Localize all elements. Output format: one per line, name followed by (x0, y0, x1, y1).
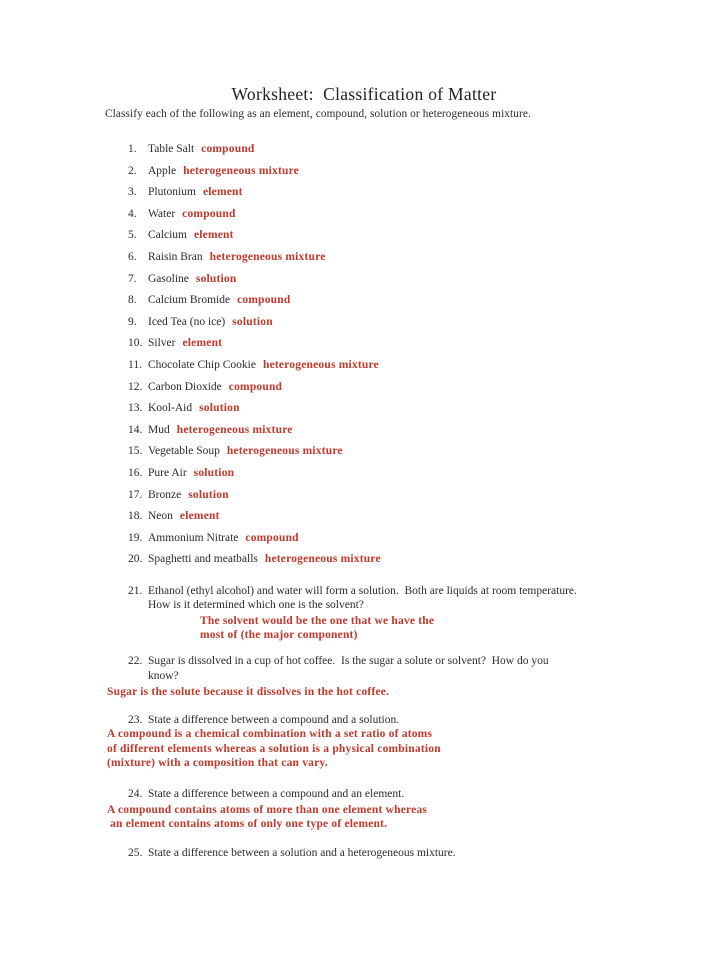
instructions-text: Classify each of the following as an element, compound, solution or heterogeneous mixture. (105, 108, 531, 120)
item-answer: heterogeneous mixture (209, 250, 326, 263)
item-label: Plutonium (148, 186, 196, 199)
question-number: 24. (128, 788, 143, 801)
item-number: 9. (128, 315, 137, 328)
list-item (128, 549, 728, 571)
question-line: State a difference between a compound and an element. (148, 788, 405, 801)
question-number: 25. (128, 847, 143, 860)
question-21 (128, 584, 728, 613)
item-label: Calcium Bromide (148, 294, 231, 307)
item-answer: heterogeneous mixture (264, 553, 381, 566)
item-label: Ammonium Nitrate (148, 531, 239, 544)
item-number: 14. (128, 423, 143, 436)
answer-line: The solvent would be the one that we have the (200, 615, 435, 628)
item-label: Apple (148, 164, 177, 177)
question-number: 23. (128, 713, 143, 726)
answer-23 (107, 727, 728, 770)
item-label: Bronze (148, 488, 182, 501)
list-item (128, 247, 728, 269)
question-text (148, 713, 399, 728)
question-23 (128, 713, 728, 728)
answer-line: (mixture) with a composition that can vary. (107, 756, 328, 769)
item-answer: solution (232, 315, 273, 328)
item-answer: solution (195, 272, 237, 285)
list-item (128, 506, 728, 528)
item-answer: solution (199, 402, 240, 415)
list-item (128, 161, 728, 183)
question-line: Sugar is dissolved in a cup of hot coffee. Is the sugar a solute or solvent? How do you (148, 655, 549, 668)
item-label: Silver (148, 337, 176, 350)
answer-line: Sugar is the solute because it dissolves in the hot coffee. (107, 685, 390, 698)
item-number: 10. (128, 337, 143, 350)
item-label: Mud (148, 423, 170, 436)
item-label: Spaghetti and meatballs (148, 553, 258, 566)
page-title: Worksheet: Classification of Matter (231, 84, 497, 104)
item-label: Chocolate Chip Cookie (148, 358, 256, 371)
answer-24 (107, 803, 728, 831)
list-item (128, 377, 728, 399)
item-number: 17. (128, 488, 143, 501)
item-label: Carbon Dioxide (148, 380, 222, 393)
item-label: Gasoline (148, 272, 189, 285)
question-line: know? (148, 670, 179, 683)
item-number: 15. (128, 445, 143, 458)
item-number: 13. (128, 402, 143, 415)
item-number: 8. (128, 294, 137, 307)
item-number: 11. (128, 358, 142, 371)
answer-line: A compound contains atoms of more than one element whereas (107, 803, 428, 816)
answer-line: of different elements whereas a solution is a physical combination (107, 742, 441, 755)
list-item (128, 225, 728, 247)
item-answer: heterogeneous mixture (183, 164, 299, 177)
item-number: 2. (128, 164, 137, 177)
item-answer: heterogeneous mixture (226, 445, 343, 458)
item-answer: solution (188, 488, 229, 501)
item-label: Neon (148, 510, 173, 523)
list-item (128, 182, 728, 204)
question-22 (128, 654, 728, 683)
question-number: 22. (128, 655, 143, 668)
item-number: 1. (128, 143, 137, 155)
item-number: 12. (128, 380, 143, 393)
item-number: 4. (128, 207, 137, 220)
list-item (128, 485, 728, 507)
list-item (128, 312, 728, 334)
list-item (128, 420, 728, 442)
item-answer: element (202, 186, 243, 199)
item-label: Vegetable Soup (148, 445, 220, 458)
item-answer: compound (228, 380, 283, 393)
question-line: State a difference between a compound and a solution. (148, 713, 400, 726)
answer-22 (107, 685, 728, 699)
list-item (128, 463, 728, 485)
list-item (128, 139, 728, 161)
question-text (148, 584, 577, 613)
item-number: 18. (128, 510, 143, 523)
item-answer: element (193, 229, 234, 242)
question-text (148, 787, 404, 802)
question-line: Ethanol (ethyl alcohol) and water will form a solution. Both are liquids at room temperature. (148, 584, 577, 597)
item-answer: compound (182, 207, 236, 220)
item-label: Table Salt (148, 143, 195, 155)
list-item (128, 355, 728, 377)
answer-line: an element contains atoms of only one type of element. (107, 817, 388, 830)
item-answer: heterogeneous mixture (176, 423, 293, 436)
item-answer: compound (245, 531, 299, 544)
item-number: 6. (128, 250, 137, 263)
question-line: How is it determined which one is the solvent? (148, 599, 364, 612)
question-text (148, 654, 549, 683)
item-answer: element (182, 337, 223, 350)
classification-list (0, 139, 728, 571)
item-answer: element (179, 510, 220, 523)
item-answer: compound (237, 294, 291, 307)
item-number: 5. (128, 229, 137, 242)
question-24 (128, 787, 728, 802)
item-answer: heterogeneous mixture (262, 358, 379, 371)
question-text (148, 846, 456, 861)
answer-line: most of (the major component) (200, 629, 358, 642)
item-label: Water (148, 207, 176, 220)
question-number: 21. (128, 584, 143, 597)
item-label: Iced Tea (no ice) (148, 315, 226, 328)
list-item (128, 441, 728, 463)
item-number: 19. (128, 531, 143, 544)
item-number: 7. (128, 272, 137, 285)
item-number: 3. (128, 186, 137, 199)
list-item (128, 204, 728, 226)
list-item (128, 333, 728, 355)
list-item (128, 398, 728, 420)
list-item (128, 290, 728, 312)
answer-line: A compound is a chemical combination with a set ratio of atoms (107, 728, 433, 741)
list-item (128, 269, 728, 291)
item-number: 16. (128, 466, 143, 479)
item-label: Raisin Bran (148, 250, 203, 263)
answer-21 (200, 614, 728, 642)
item-label: Kool-Aid (148, 402, 193, 415)
question-line: State a difference between a solution and a heterogeneous mixture. (148, 847, 456, 860)
item-answer: compound (201, 143, 255, 155)
item-answer: solution (193, 466, 235, 479)
item-number: 20. (128, 553, 143, 566)
item-label: Pure Air (148, 466, 187, 479)
list-item (128, 528, 728, 550)
item-label: Calcium (148, 229, 187, 242)
question-25 (128, 846, 728, 861)
